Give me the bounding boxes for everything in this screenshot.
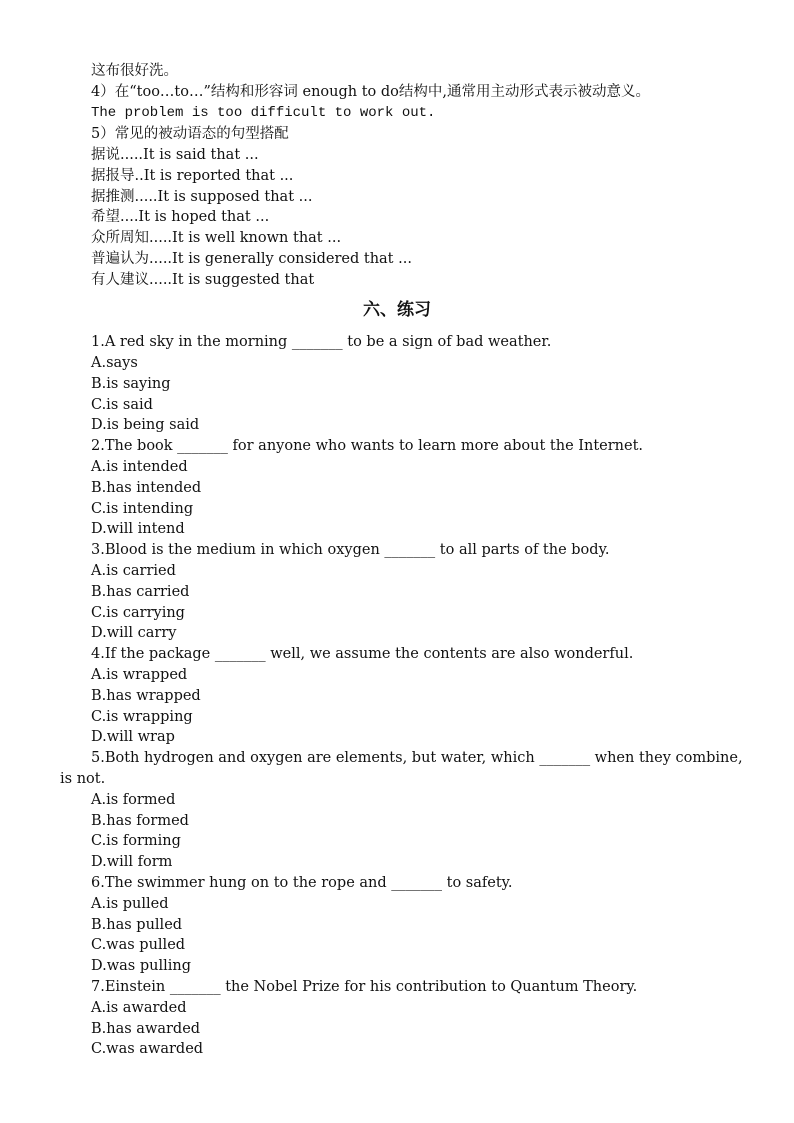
option-b: B.has pulled [91, 917, 183, 933]
option-c: C.is wrapping [91, 709, 193, 725]
option-b: B.is saying [91, 376, 171, 392]
option-d: D.will form [91, 854, 173, 870]
option-b: B.has intended [91, 480, 202, 496]
question-stem-continuation: is not. [60, 771, 106, 787]
note-example-sentence: The problem is too difficult to work out. [91, 105, 436, 121]
option-a: A.is formed [91, 792, 176, 808]
option-b: B.has carried [91, 584, 190, 600]
question-stem: 6.The swimmer hung on to the rope and _______ to safety. [91, 875, 513, 891]
option-b: B.has awarded [91, 1021, 201, 1037]
phrase-item: 据推测.....It is supposed that ... [91, 189, 313, 205]
option-c: C.is intending [91, 501, 194, 517]
phrase-item: 普遍认为.....It is generally considered that ... [91, 251, 412, 267]
option-b: B.has wrapped [91, 688, 201, 704]
option-a: A.is awarded [91, 1000, 187, 1016]
option-a: A.is carried [91, 563, 176, 579]
note-line-2: 4）在“too…to…”结构和形容词 enough to do结构中,通常用主动形式表示被动意义。 [91, 84, 651, 100]
section-title: 六、练习 [363, 300, 431, 320]
option-d: D.will intend [91, 521, 185, 537]
option-c: C.is forming [91, 833, 181, 849]
option-d: D.was pulling [91, 958, 191, 974]
option-d: D.will carry [91, 625, 177, 641]
option-a: A.is pulled [91, 896, 169, 912]
question-stem: 4.If the package _______ well, we assume the contents are also wonderful. [91, 646, 634, 662]
option-c: C.is said [91, 397, 153, 413]
question-stem: 2.The book _______ for anyone who wants to learn more about the Internet. [91, 438, 644, 454]
phrase-item: 据报导..It is reported that ... [91, 168, 294, 184]
question-stem: 3.Blood is the medium in which oxygen _______ to all parts of the body. [91, 542, 610, 558]
option-c: C.was awarded [91, 1041, 204, 1057]
phrase-item: 众所周知.....It is well known that ... [91, 230, 342, 246]
note-line-1: 这布很好洗。 [91, 63, 178, 79]
option-a: A.is wrapped [91, 667, 188, 683]
option-d: D.is being said [91, 417, 200, 433]
option-c: C.is carrying [91, 605, 185, 621]
question-stem: 1.A red sky in the morning _______ to be a sign of bad weather. [91, 334, 552, 350]
option-a: A.says [91, 355, 138, 371]
phrase-item: 希望....It is hoped that ... [91, 209, 270, 225]
option-c: C.was pulled [91, 937, 186, 953]
question-stem: 7.Einstein _______ the Nobel Prize for his contribution to Quantum Theory. [91, 979, 638, 995]
phrase-item: 据说.....It is said that ... [91, 147, 259, 163]
phrase-item: 有人建议.....It is suggested that [91, 272, 315, 288]
option-a: A.is intended [91, 459, 188, 475]
option-d: D.will wrap [91, 729, 175, 745]
option-b: B.has formed [91, 813, 189, 829]
note-line-4: 5）常见的被动语态的句型搭配 [91, 126, 289, 142]
question-stem: 5.Both hydrogen and oxygen are elements, but water, which _______ when they combine, [91, 750, 743, 766]
